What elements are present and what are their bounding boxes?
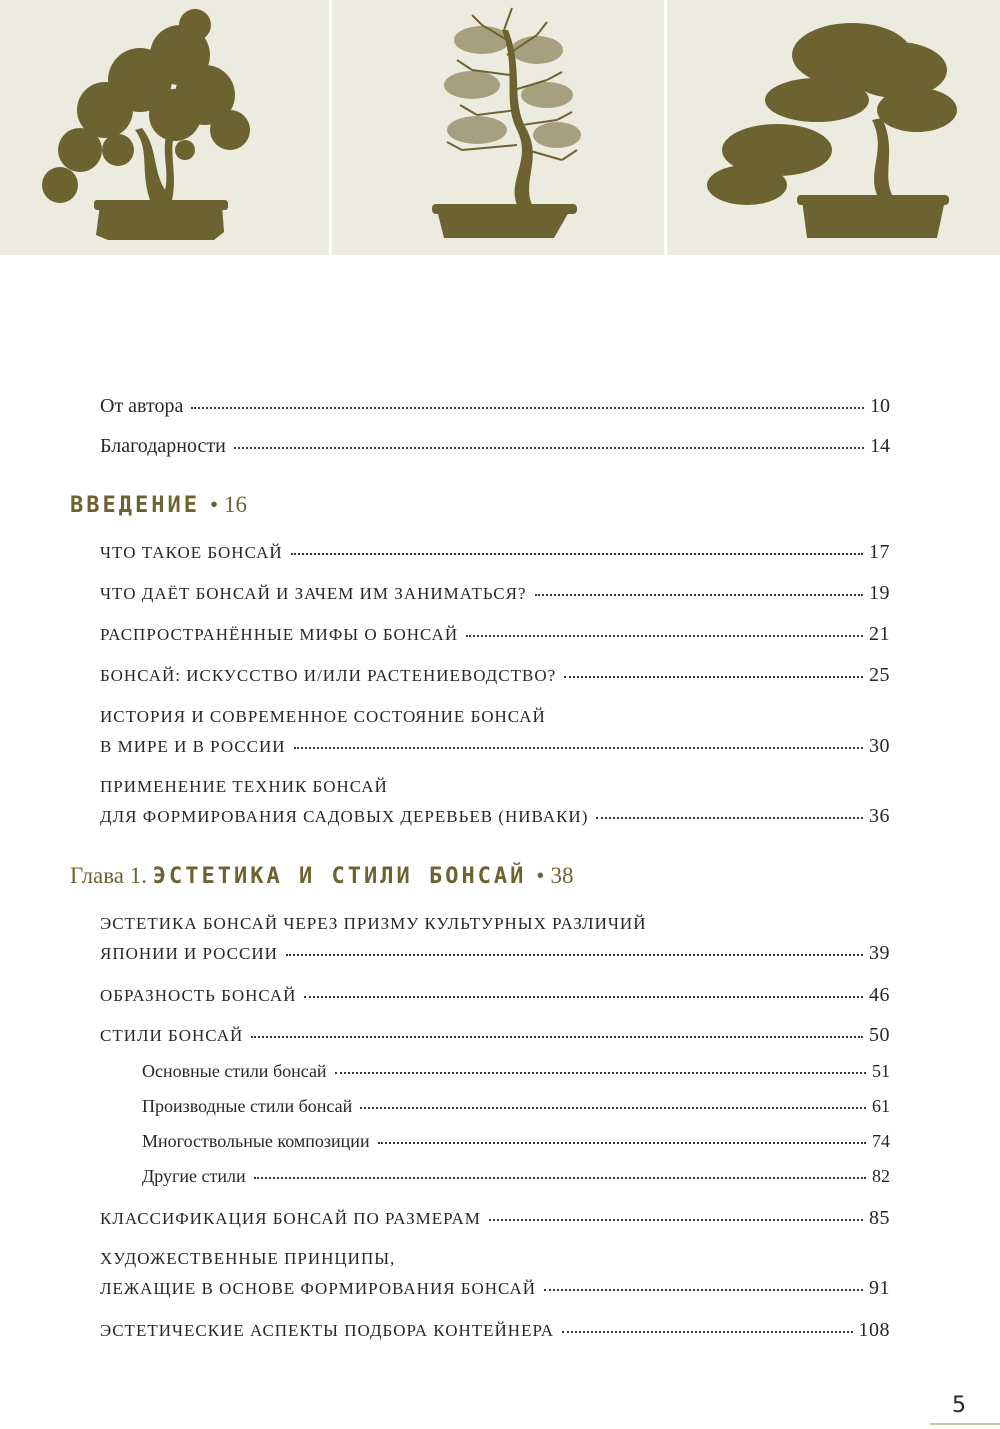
banner xyxy=(0,0,1000,255)
toc-leader-dots xyxy=(304,995,863,998)
toc-entry-title-line1: ХУДОЖЕСТВЕННЫЕ ПРИНЦИПЫ, xyxy=(100,1249,396,1268)
banner-panel-right xyxy=(667,0,1000,255)
toc-entry-page: 14 xyxy=(870,435,890,457)
toc-entry-page: 108 xyxy=(858,1319,890,1341)
toc-entry-title: БОНСАЙ: ИСКУССТВО И/ИЛИ РАСТЕНИЕВОДСТВО? xyxy=(100,666,557,685)
section-heading-title: ВВЕДЕНИЕ xyxy=(70,493,200,518)
toc-entry-page: 19 xyxy=(869,582,890,604)
toc-entry-title: КЛАССИФИКАЦИЯ БОНСАЙ ПО РАЗМЕРАМ xyxy=(100,1209,481,1228)
toc-entry-page: 50 xyxy=(869,1024,890,1046)
toc-subentry[interactable] xyxy=(142,1059,890,1083)
toc-entry-title: РАСПРОСТРАНЁННЫЕ МИФЫ О БОНСАЙ xyxy=(100,625,459,644)
toc-entry-title: ЧТО ДАЁТ БОНСАЙ И ЗАЧЕМ ИМ ЗАНИМАТЬСЯ? xyxy=(100,584,527,603)
toc-entry-title: ДЛЯ ФОРМИРОВАНИЯ САДОВЫХ ДЕРЕВЬЕВ (НИВАКИ) xyxy=(100,807,589,826)
toc-entry-title: ОБРАЗНОСТЬ БОНСАЙ xyxy=(100,986,297,1005)
chapter-label: Глава 1. xyxy=(70,863,148,888)
toc-entry-title: В МИРЕ И В РОССИИ xyxy=(100,737,286,756)
toc-leader-dots xyxy=(544,1288,863,1291)
toc-entry-page: 25 xyxy=(869,664,890,686)
toc-entry-title: Многоствольные композиции xyxy=(142,1131,370,1151)
toc-subentry[interactable] xyxy=(142,1164,890,1188)
toc-entry-page: 39 xyxy=(869,942,890,964)
page-number: 5 xyxy=(952,1393,966,1418)
toc-entry[interactable] xyxy=(100,663,890,688)
pine-bonsai-icon xyxy=(667,0,1000,255)
toc-subentry[interactable] xyxy=(142,1129,890,1153)
toc-leader-dots xyxy=(596,816,863,819)
toc-entry-page: 46 xyxy=(869,984,890,1006)
toc-leader-dots xyxy=(294,746,863,749)
section-heading-title: ЭСТЕТИКА И СТИЛИ БОНСАЙ xyxy=(152,864,527,889)
toc-entry-page: 30 xyxy=(869,735,890,757)
toc-entry[interactable] xyxy=(100,540,890,565)
footer-rule xyxy=(930,1423,1000,1425)
banner-panel-left xyxy=(0,0,329,255)
toc-entry-page: 91 xyxy=(869,1277,890,1299)
toc-leader-dots xyxy=(378,1141,866,1144)
toc-leader-dots xyxy=(535,593,864,596)
toc-entry[interactable] xyxy=(100,804,890,829)
toc-entry-page: 36 xyxy=(869,805,890,827)
toc-entry-title: Благодарности xyxy=(100,435,226,457)
section-heading-intro[interactable] xyxy=(70,490,247,521)
toc-subentry[interactable] xyxy=(142,1094,890,1118)
conifer-bonsai-icon xyxy=(332,0,664,255)
toc-leader-dots xyxy=(254,1176,866,1179)
toc-entry-from-author[interactable] xyxy=(100,394,890,418)
toc-entry-title: От автора xyxy=(100,395,184,417)
toc-entry[interactable] xyxy=(100,1023,890,1048)
section-bullet: • xyxy=(536,863,545,888)
toc-entry-acknowledgements[interactable] xyxy=(100,434,890,458)
section-bullet: • xyxy=(209,492,219,517)
toc-entry-page: 51 xyxy=(872,1061,890,1081)
toc-entry[interactable] xyxy=(100,1318,890,1343)
toc-leader-dots xyxy=(564,675,863,678)
toc-entry-page: 74 xyxy=(872,1131,890,1151)
toc-entry-page: 61 xyxy=(872,1096,890,1116)
toc-entry-title-line1: ИСТОРИЯ И СОВРЕМЕННОЕ СОСТОЯНИЕ БОНСАЙ xyxy=(100,707,546,726)
toc-entry-title: ЯПОНИИ И РОССИИ xyxy=(100,944,278,963)
toc-leader-dots xyxy=(286,953,863,956)
toc-leader-dots xyxy=(234,446,864,449)
toc-entry[interactable] xyxy=(100,983,890,1008)
toc-leader-dots xyxy=(251,1035,863,1038)
toc-entry-page: 85 xyxy=(869,1207,890,1229)
deciduous-bonsai-icon xyxy=(0,0,329,255)
toc-entry[interactable] xyxy=(100,1276,890,1301)
section-heading-page: 38 xyxy=(550,863,574,888)
banner-panel-middle xyxy=(332,0,664,255)
toc-entry-title: СТИЛИ БОНСАЙ xyxy=(100,1026,244,1045)
toc-entry-title: Другие стили xyxy=(142,1166,246,1186)
toc-leader-dots xyxy=(335,1071,866,1074)
toc-leader-dots xyxy=(489,1218,863,1221)
toc-leader-dots xyxy=(191,406,864,409)
section-heading-page: 16 xyxy=(224,492,248,517)
toc-entry-page: 21 xyxy=(869,623,890,645)
section-heading-chapter1[interactable] xyxy=(70,861,573,892)
toc-entry-title-line1: ПРИМЕНЕНИЕ ТЕХНИК БОНСАЙ xyxy=(100,777,388,796)
toc-entry-page: 10 xyxy=(870,395,890,417)
toc-entry[interactable] xyxy=(100,734,890,759)
toc-leader-dots xyxy=(466,634,863,637)
toc-leader-dots xyxy=(291,552,863,555)
toc-entry-page: 17 xyxy=(869,541,890,563)
toc-entry-page: 82 xyxy=(872,1166,890,1186)
toc-entry[interactable] xyxy=(100,941,890,966)
toc-entry[interactable] xyxy=(100,581,890,606)
toc-entry-title: Основные стили бонсай xyxy=(142,1061,327,1081)
toc-entry[interactable] xyxy=(100,622,890,647)
toc-entry[interactable] xyxy=(100,1206,890,1231)
toc-entry-title: ЧТО ТАКОЕ БОНСАЙ xyxy=(100,543,283,562)
toc-leader-dots xyxy=(360,1106,866,1109)
toc-entry-title: ЭСТЕТИЧЕСКИЕ АСПЕКТЫ ПОДБОРА КОНТЕЙНЕРА xyxy=(100,1321,555,1340)
toc-entry-title: Производные стили бонсай xyxy=(142,1096,353,1116)
toc-leader-dots xyxy=(562,1330,852,1333)
toc-entry-title: ЛЕЖАЩИЕ В ОСНОВЕ ФОРМИРОВАНИЯ БОНСАЙ xyxy=(100,1279,537,1298)
toc-entry-title-line1: ЭСТЕТИКА БОНСАЙ ЧЕРЕЗ ПРИЗМУ КУЛЬТУРНЫХ РАЗЛИЧИЙ xyxy=(100,914,647,933)
